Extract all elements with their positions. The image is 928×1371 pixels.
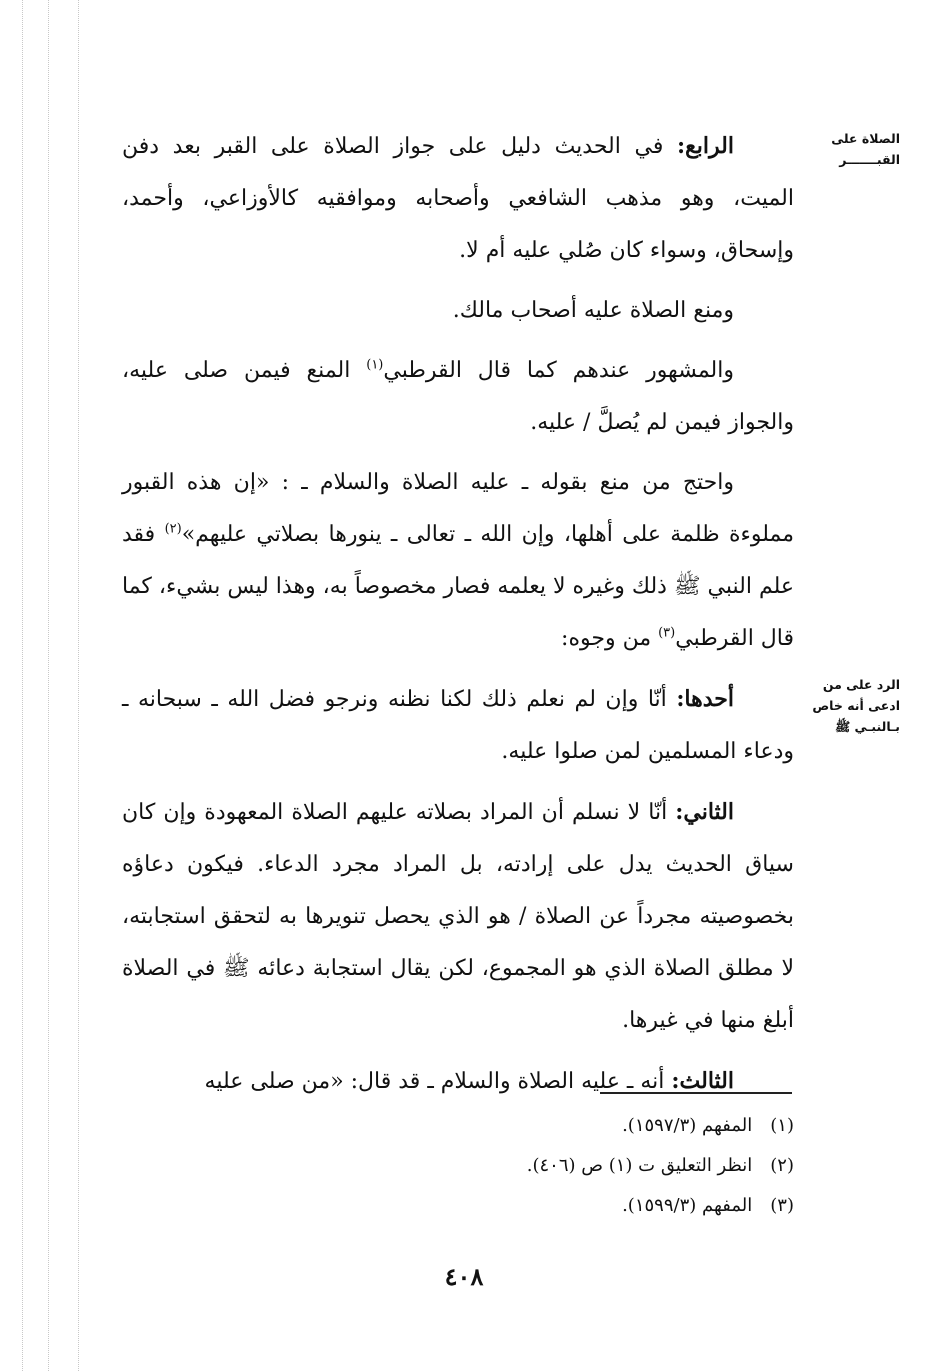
footnote-separator bbox=[600, 1092, 792, 1094]
paragraph-text: فقد علم النبي ﷺ ذلك وغيره لا يعلمه فصار مخصوصاً به، وهذا ليس بشيء، كما قال القرطبي bbox=[122, 522, 794, 651]
paragraph bbox=[122, 673, 794, 778]
paragraph-text: أنّا وإن لم نعلم ذلك لكنا نظنه ونرجو فضل الله ـ سبحانه ـ ودعاء المسلمين لمن صلوا عليه. bbox=[122, 687, 794, 764]
paragraph bbox=[122, 120, 794, 277]
margin-note-line: الصلاة على bbox=[831, 131, 900, 146]
paragraph-lead: الثاني: bbox=[675, 799, 734, 825]
scan-guide-line bbox=[48, 0, 49, 1371]
footnotes bbox=[300, 1106, 794, 1226]
paragraph-text: من وجوه: bbox=[561, 626, 659, 651]
paragraph-text: في الحديث دليل على جواز الصلاة على القبر بعد دفن الميت، وهو مذهب الشافعي وأصحابه وموافقيه كالأوزاعي، وأحمد، وإسحاق، وسواء كان صُلي عليه أم لا. bbox=[122, 134, 794, 263]
footnote-ref[interactable]: (٣) bbox=[658, 625, 676, 641]
footnote-number: (٣) bbox=[770, 1195, 794, 1216]
footnote-ref[interactable]: (١) bbox=[366, 357, 384, 373]
paragraph-text: واحتج من منع بقوله ـ عليه الصلاة والسلام ـ : «إن هذه القبور مملوءة ظلمة على أهلها، وإن الله ـ تعالى ـ ينورها بصلاتي عليهم» bbox=[122, 470, 795, 547]
page-number: ٤٠٨ bbox=[444, 1262, 484, 1291]
footnote-text: انظر التعليق ت (١) ص (٤٠٦). bbox=[526, 1155, 753, 1176]
scan-guide-line bbox=[78, 0, 79, 1371]
footnote bbox=[300, 1106, 794, 1146]
paragraph-text: أنه ـ عليه الصلاة والسلام ـ قد قال: «من صلى عليه bbox=[204, 1069, 672, 1094]
paragraph-lead: الثالث: bbox=[671, 1068, 734, 1094]
scan-guide-line bbox=[22, 0, 23, 1371]
margin-note-line: الرد على من bbox=[822, 677, 900, 692]
paragraph bbox=[122, 1055, 794, 1108]
footnote bbox=[300, 1186, 794, 1226]
paragraph-lead: الرابع: bbox=[676, 133, 734, 159]
paragraph bbox=[122, 345, 794, 449]
margin-note-line: بـالنبـي ﷺ bbox=[835, 719, 900, 734]
footnote bbox=[300, 1146, 794, 1186]
paragraph-text: والمشهور عندهم كما قال القرطبي bbox=[383, 358, 734, 383]
margin-note-rebuttal bbox=[805, 674, 900, 737]
footnote-number: (١) bbox=[770, 1115, 794, 1136]
margin-note-prayer-on-grave bbox=[805, 128, 900, 170]
footnote-ref[interactable]: (٢) bbox=[164, 521, 182, 537]
paragraph bbox=[122, 285, 794, 337]
paragraph-text: أنّا لا نسلم أن المراد بصلاته عليهم الصلاة المعهودة وإن كان سياق الحديث يدل على إرادته، بل المراد مجرد الدعاء. فيكون دعاؤه بخصوصيته مجرداً عن الصلاة / هو الذي يحصل تنويرها به لتحقق استجابته، لا مطلق الصلاة الذي هو المجموع، لكن يقال استجابة دعائه ﷺ في الصلاة أبلغ منها في غيرها. bbox=[122, 800, 794, 1033]
paragraph-text: المنع فيمن صلى عليه، والجواز فيمن لم يُصلَّ / عليه. bbox=[122, 358, 794, 435]
paragraph bbox=[122, 786, 794, 1047]
footnote-number: (٢) bbox=[770, 1155, 794, 1176]
margin-note-line: القبـــــــر bbox=[839, 152, 900, 167]
footnote-text: المفهم (١٥٩٧/٣). bbox=[622, 1115, 753, 1136]
main-text bbox=[122, 120, 794, 1116]
paragraph-text: ومنع الصلاة عليه أصحاب مالك. bbox=[452, 298, 734, 323]
paragraph-lead: أحدها: bbox=[676, 686, 734, 712]
margin-note-line: ادعى أنه خاص bbox=[812, 698, 900, 713]
footnote-text: المفهم (١٥٩٩/٣). bbox=[622, 1195, 753, 1216]
paragraph bbox=[122, 457, 794, 665]
